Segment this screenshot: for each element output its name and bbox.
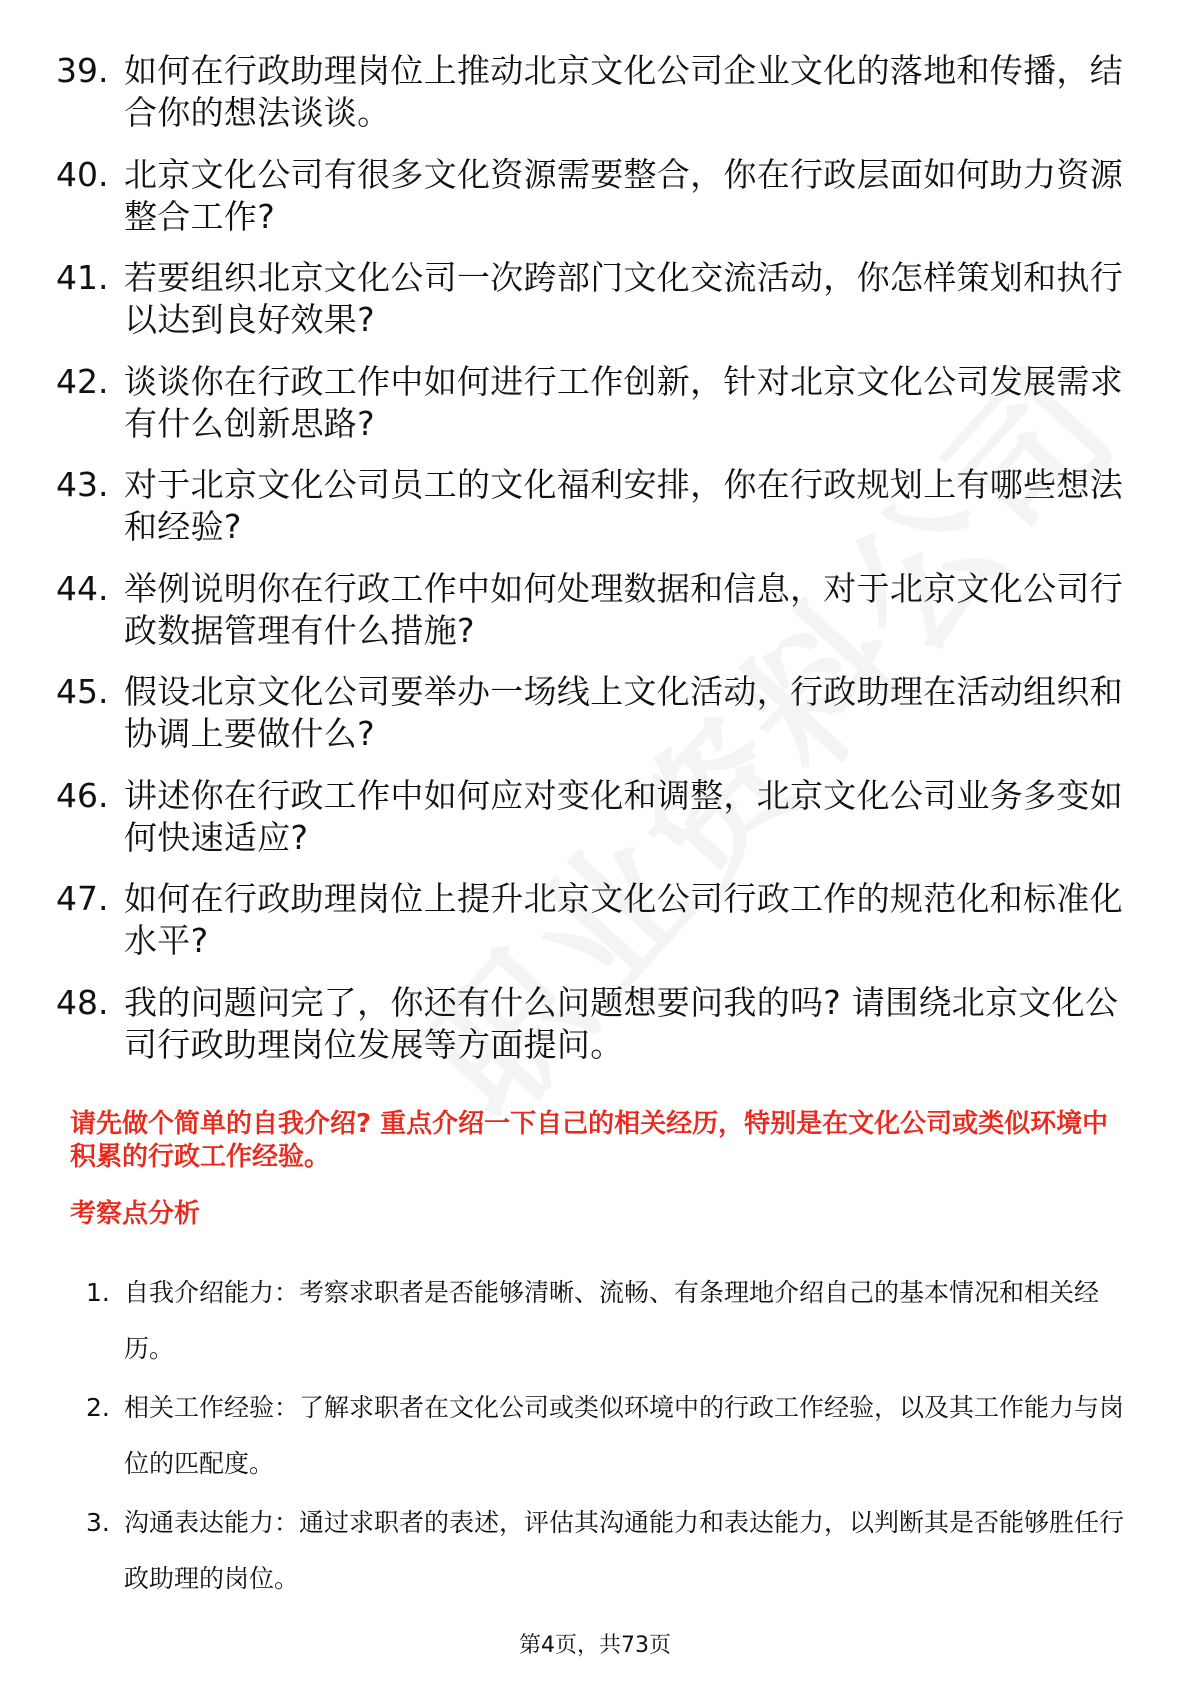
analysis-number: 3. [86,1508,110,1537]
question-number: 40. [56,154,109,194]
highlighted-question: 请先做个简单的自我介绍? 重点介绍一下自己的相关经历，特别是在文化公司或类似环境中积累的行政工作经验。 [70,1109,1109,1172]
question-item [0,982,1190,1086]
question-number: 47. [56,879,109,918]
analysis-item [0,1265,1190,1380]
analysis-item [0,1380,1190,1495]
analysis-text: 沟通表达能力：通过求职者的表述，评估其沟通能力和表达能力，以判断其是否能够胜任行政助理的岗位。 [124,1508,1125,1593]
analysis-item [0,1495,1190,1610]
analysis-text: 自我介绍能力：考察求职者是否能够清晰、流畅、有条理地介绍自己的基本情况和相关经历。 [124,1278,1100,1363]
question-number: 48. [56,982,109,1022]
question-number: 41. [56,258,109,297]
question-item [0,464,1190,568]
question-item [0,568,1190,672]
analysis-number: 2. [86,1393,110,1422]
question-number: 43. [56,465,109,504]
question-item [0,154,1190,258]
question-text: 若要组织北京文化公司一次跨部门文化交流活动，你怎样策划和执行以达到良好效果? [124,258,1123,339]
question-text: 举例说明你在行政工作中如何处理数据和信息，对于北京文化公司行政数据管理有什么措施? [124,568,1123,650]
question-text: 北京文化公司有很多文化资源需要整合，你在行政层面如何助力资源整合工作? [124,154,1123,236]
question-number: 45. [56,672,109,711]
question-text: 如何在行政助理岗位上提升北京文化公司行政工作的规范化和标准化水平? [124,879,1123,960]
analysis-list [0,1265,1190,1610]
question-item [0,775,1190,879]
question-text: 谈谈你在行政工作中如何进行工作创新，针对北京文化公司发展需求有什么创新思路? [124,361,1123,443]
page-footer: 第4页，共73页 [519,1633,671,1658]
analysis-number: 1. [86,1278,110,1307]
question-number: 46. [56,775,109,815]
question-item [0,671,1190,775]
question-item [0,361,1190,465]
question-text: 讲述你在行政工作中如何应对变化和调整，北京文化公司业务多变如何快速适应? [124,775,1123,857]
analysis-text: 相关工作经验：了解求职者在文化公司或类似环境中的行政工作经验，以及其工作能力与岗位的匹配度。 [124,1393,1125,1478]
question-list [0,50,1190,1085]
question-number: 42. [56,361,109,401]
question-text: 对于北京文化公司员工的文化福利安排，你在行政规划上有哪些想法和经验? [124,465,1123,546]
question-item [0,878,1190,982]
question-text: 假设北京文化公司要举办一场线上文化活动，行政助理在活动组织和协调上要做什么? [124,672,1123,753]
question-number: 44. [56,568,109,608]
analysis-heading: 考察点分析 [70,1199,201,1229]
question-item [0,50,1190,154]
question-number: 39. [56,51,109,90]
question-item [0,257,1190,361]
question-text: 如何在行政助理岗位上推动北京文化公司企业文化的落地和传播，结合你的想法谈谈。 [124,51,1123,132]
question-text: 我的问题问完了，你还有什么问题想要问我的吗? 请围绕北京文化公司行政助理岗位发展等方面提问。 [124,982,1119,1064]
